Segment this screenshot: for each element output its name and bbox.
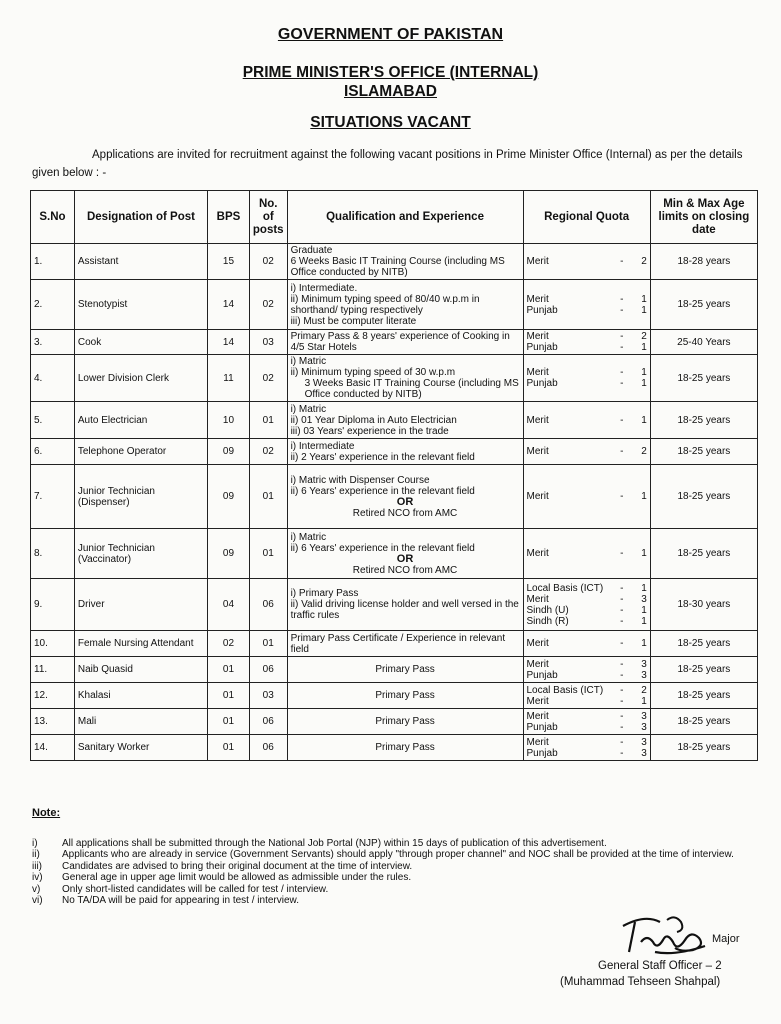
cell-age-limit: 18-25 years [650,355,757,402]
qualification-line: Primary Pass [375,664,435,675]
quota-entry [527,415,647,426]
qualification-line: Graduate [290,245,333,256]
quota-region: Merit [526,593,549,605]
qualification-line: Primary Pass Certificate / Experience in relevant field [290,632,506,655]
header-age: Min & Max Age limits on closing date [650,191,757,244]
note-text: All applications shall be submitted through the National Job Portal (NJP) within 15 days of publication of this advertisement. [62,837,607,849]
note-number: iii) [32,860,42,872]
cell-sno: 5. [31,402,75,439]
quota-count: 1 [641,582,647,594]
cell-designation: Khalasi [74,683,207,709]
cell-bps: 01 [208,709,250,735]
cell-regional-quota [523,355,650,402]
cell-posts: 03 [249,683,287,709]
quota-dash: - [620,304,624,316]
header-posts: No. of posts [249,191,287,244]
cell-qualification [287,735,523,761]
cell-qualification [287,330,523,355]
qualification-line: Retired NCO from AMC [352,507,458,519]
quota-count: 1 [641,695,647,707]
qualification-line: OR [396,552,414,565]
cell-bps: 04 [208,579,250,631]
cell-age-limit: 18-28 years [650,244,757,280]
cell-bps: 14 [208,280,250,330]
quota-entry [527,491,647,502]
quota-dash: - [620,446,624,457]
cell-qualification [287,657,523,683]
quota-dash: - [620,710,624,722]
cell-designation: Junior Technician (Dispenser) [74,465,207,529]
notes-title: Note: [32,807,61,819]
quota-dash: - [620,658,624,670]
table-row [31,709,758,735]
quota-dash: - [620,491,624,502]
quota-count: 3 [641,721,647,733]
cell-age-limit: 18-30 years [650,579,757,631]
quota-region: Merit [526,367,549,378]
qualification-line: i) Matric with Dispenser Course [290,474,430,486]
note-text: General age in upper age limit would be allowed as admissible under the rules. [62,872,412,883]
cell-regional-quota [523,735,650,761]
quota-entry [527,594,647,605]
cell-designation: Auto Electrician [74,402,207,439]
note-item [32,872,762,884]
table-row [31,330,758,355]
quota-count: 2 [641,684,647,696]
cell-regional-quota [523,709,650,735]
table-row [31,657,758,683]
qualification-line: i) Primary Pass [290,588,359,599]
vacancies-table [30,190,758,761]
qualification-line: ii) Minimum typing speed of 80/40 w.p.m in shorthand/ typing respectively [290,293,480,316]
cell-designation: Mali [74,709,207,735]
table-row [31,529,758,579]
qualification-line: Primary Pass [375,742,435,753]
qualification-line: Primary Pass & 8 years' experience of Cooking in 4/5 Star Hotels [290,331,510,353]
quota-region: Merit [526,293,549,305]
cell-qualification [287,683,523,709]
cell-sno: 11. [31,657,75,683]
cell-designation: Naib Quasid [74,657,207,683]
cell-designation: Cook [74,330,207,355]
quota-region: Merit [526,491,549,502]
title-government: GOVERNMENT OF PAKISTAN [277,26,504,43]
quota-region: Merit [526,256,549,267]
cell-age-limit: 18-25 years [650,439,757,465]
cell-sno: 7. [31,465,75,529]
quota-entry [527,305,647,316]
quota-count: 3 [641,747,647,759]
quota-region: Merit [526,331,549,342]
cell-posts: 02 [249,439,287,465]
cell-age-limit: 18-25 years [650,280,757,330]
cell-posts: 06 [249,735,287,761]
qualification-line: 6 Weeks Basic IT Training Course (including MS Office conducted by NITB) [290,256,505,278]
quota-count: 1 [641,304,647,316]
quota-count: 1 [641,638,647,649]
quota-dash: - [620,695,624,707]
note-item [32,849,762,861]
table-row [31,402,758,439]
table-row [31,355,758,402]
quota-entry [527,696,647,707]
quota-dash: - [620,548,624,559]
quota-entry [527,670,647,681]
qualification-line: OR [396,495,414,508]
note-number: ii) [32,849,40,860]
quota-entry [527,548,647,559]
note-text: Only short-listed candidates will be called for test / interview. [62,883,329,895]
cell-regional-quota [523,465,650,529]
quota-entry [527,367,647,378]
quota-dash: - [620,378,624,389]
qualification-line: 3 Weeks Basic IT Training Course (including MS Office conducted by NITB) [304,378,519,400]
note-item [32,838,762,850]
cell-regional-quota [523,439,650,465]
quota-entry [527,294,647,305]
cell-age-limit: 18-25 years [650,465,757,529]
note-text: Applicants who are already in service (Government Servants) should apply "through proper channel" and NOC shall be provided at the time of interview. [62,849,734,860]
title-city: ISLAMABAD [344,83,437,100]
quota-entry [527,722,647,733]
cell-sno: 9. [31,579,75,631]
cell-age-limit: 25-40 Years [650,330,757,355]
quota-dash: - [620,331,624,342]
cell-posts: 02 [249,355,287,402]
cell-sno: 12. [31,683,75,709]
quota-region: Merit [526,638,549,649]
qualification-line: ii) 01 Year Diploma in Auto Electrician [290,414,457,426]
cell-qualification [287,402,523,439]
quota-region: Punjab [526,378,558,389]
cell-sno: 10. [31,631,75,657]
quota-dash: - [620,638,624,649]
quota-region: Punjab [526,721,558,733]
header-quota: Regional Quota [523,191,650,244]
qualification-line: ii) Minimum typing speed of 30 w.p.m [290,367,456,378]
cell-age-limit: 18-25 years [650,402,757,439]
quota-count: 1 [641,491,647,502]
qualification-line: ii) 6 Years' experience in the relevant field [290,485,475,497]
cell-sno: 1. [31,244,75,280]
quota-region: Punjab [526,304,558,316]
quota-count: 1 [641,414,647,426]
quota-entry [527,256,647,267]
quota-count: 2 [641,331,647,342]
cell-qualification [287,439,523,465]
cell-sno: 6. [31,439,75,465]
quota-entry [527,711,647,722]
quota-dash: - [620,747,624,759]
quota-dash: - [620,604,624,616]
cell-posts: 02 [249,244,287,280]
quota-count: 1 [641,615,647,627]
table-row [31,735,758,761]
header-qualification: Qualification and Experience [287,191,523,244]
quota-dash: - [620,414,624,426]
table-row [31,439,758,465]
cell-bps: 09 [208,465,250,529]
cell-posts: 01 [249,631,287,657]
quota-count: 3 [641,593,647,605]
quota-count: 2 [641,446,647,457]
quota-count: 3 [641,710,647,722]
cell-age-limit: 18-25 years [650,683,757,709]
cell-posts: 02 [249,280,287,330]
cell-designation: Junior Technician (Vaccinator) [74,529,207,579]
quota-entry [527,446,647,457]
quota-count: 1 [641,378,647,389]
cell-posts: 03 [249,330,287,355]
cell-bps: 01 [208,657,250,683]
quota-entry [527,638,647,649]
cell-qualification [287,280,523,330]
cell-regional-quota [523,330,650,355]
cell-bps: 01 [208,683,250,709]
cell-bps: 10 [208,402,250,439]
quota-entry [527,583,647,594]
cell-designation: Sanitary Worker [74,735,207,761]
quota-entry [527,685,647,696]
cell-designation: Driver [74,579,207,631]
quota-region: Merit [526,658,549,670]
title-situations-vacant: SITUATIONS VACANT [310,114,471,131]
cell-regional-quota [523,402,650,439]
cell-bps: 09 [208,439,250,465]
header-designation: Designation of Post [74,191,207,244]
quota-region: Sindh (U) [526,604,569,616]
header-sno: S.No [31,191,75,244]
qualification-line: i) Matric [290,356,327,367]
cell-posts: 01 [249,402,287,439]
cell-sno: 3. [31,330,75,355]
cell-regional-quota [523,280,650,330]
quota-region: Merit [526,695,549,707]
qualification-line: i) Intermediate [290,440,355,452]
quota-region: Merit [526,414,549,426]
signatory-rank: Major [712,933,740,945]
header-bps: BPS [208,191,250,244]
cell-age-limit: 18-25 years [650,735,757,761]
note-number: v) [32,883,41,895]
quota-dash: - [620,615,624,627]
quota-entry [527,616,647,627]
quota-dash: - [620,256,624,267]
title-office: PRIME MINISTER'S OFFICE (INTERNAL) [242,64,539,81]
quota-entry [527,331,647,342]
quota-entry [527,342,647,353]
qualification-line: iii) Must be computer literate [290,315,417,327]
cell-bps: 09 [208,529,250,579]
cell-bps: 02 [208,631,250,657]
quota-dash: - [620,684,624,696]
qualification-line: iii) 03 Years' experience in the trade [290,425,449,437]
quota-entry [527,378,647,389]
cell-bps: 11 [208,355,250,402]
quota-dash: - [620,582,624,594]
quota-dash: - [620,736,624,748]
quota-entry [527,748,647,759]
quota-region: Merit [526,548,549,559]
cell-age-limit: 18-25 years [650,631,757,657]
cell-regional-quota [523,579,650,631]
table-row [31,683,758,709]
note-text: No TA/DA will be paid for appearing in test / interview. [62,895,299,906]
quota-count: 1 [641,367,647,378]
cell-designation: Stenotypist [74,280,207,330]
note-text: Candidates are advised to bring their original document at the time of interview. [62,860,413,872]
quota-count: 1 [641,604,647,616]
quota-dash: - [620,367,624,378]
cell-designation: Telephone Operator [74,439,207,465]
notes-list [32,838,762,907]
table-row [31,579,758,631]
intro-paragraph: Applications are invited for recruitment against the following vacant positions in Prime Minister Office (Internal) as per the details given below : - [32,149,743,179]
cell-qualification [287,631,523,657]
notes-section [32,808,762,907]
quota-region: Local Basis (ICT) [526,582,604,594]
cell-posts: 06 [249,579,287,631]
quota-region: Punjab [526,669,558,681]
quota-dash: - [620,293,624,305]
quota-entry [527,737,647,748]
quota-dash: - [620,593,624,605]
cell-bps: 14 [208,330,250,355]
table-row [31,244,758,280]
cell-age-limit: 18-25 years [650,529,757,579]
note-number: vi) [32,895,43,906]
cell-sno: 2. [31,280,75,330]
quota-count: 3 [641,669,647,681]
cell-sno: 14. [31,735,75,761]
cell-regional-quota [523,529,650,579]
qualification-line: ii) Valid driving license holder and well versed in the traffic rules [290,599,519,621]
signature-mark [615,912,715,957]
quota-entry [527,605,647,616]
cell-regional-quota [523,244,650,280]
qualification-line: Primary Pass [375,690,435,701]
quota-region: Merit [526,710,549,722]
cell-qualification [287,244,523,280]
table-header-row [31,191,758,244]
quota-count: 1 [641,342,647,353]
quota-region: Merit [526,446,549,457]
cell-posts: 01 [249,465,287,529]
note-number: i) [32,837,38,849]
quota-count: 1 [641,548,647,559]
quota-entry [527,659,647,670]
cell-qualification [287,465,523,529]
cell-posts: 01 [249,529,287,579]
table-row [31,631,758,657]
cell-bps: 01 [208,735,250,761]
quota-region: Punjab [526,342,558,353]
cell-posts: 06 [249,709,287,735]
table-row [31,465,758,529]
quota-dash: - [620,721,624,733]
quota-region: Local Basis (ICT) [526,684,604,696]
qualification-line: i) Matric [290,531,327,543]
quota-dash: - [620,669,624,681]
signatory-name: (Muhammad Tehseen Shahpal) [560,976,721,988]
note-item [32,861,762,873]
quota-count: 1 [641,293,647,305]
table-row [31,280,758,330]
cell-sno: 4. [31,355,75,402]
cell-regional-quota [523,657,650,683]
cell-designation: Female Nursing Attendant [74,631,207,657]
cell-age-limit: 18-25 years [650,709,757,735]
quota-dash: - [620,342,624,353]
cell-qualification [287,529,523,579]
qualification-line: Primary Pass [375,716,435,727]
note-number: iv) [32,872,43,883]
quota-count: 3 [641,736,647,748]
cell-sno: 8. [31,529,75,579]
cell-bps: 15 [208,244,250,280]
qualification-line: ii) 6 Years' experience in the relevant field [290,542,475,554]
quota-count: 3 [641,658,647,670]
quota-region: Sindh (R) [526,615,569,627]
cell-posts: 06 [249,657,287,683]
cell-regional-quota [523,631,650,657]
cell-designation: Lower Division Clerk [74,355,207,402]
qualification-line: Retired NCO from AMC [352,564,458,576]
signatory-title: General Staff Officer – 2 [598,960,722,972]
cell-designation: Assistant [74,244,207,280]
cell-qualification [287,579,523,631]
quota-region: Merit [526,736,549,748]
cell-age-limit: 18-25 years [650,657,757,683]
cell-qualification [287,355,523,402]
qualification-line: ii) 2 Years' experience in the relevant field [290,451,475,463]
qualification-line: i) Matric [290,403,327,415]
qualification-line: i) Intermediate. [290,282,358,294]
cell-sno: 13. [31,709,75,735]
quota-region: Punjab [526,747,558,759]
cell-qualification [287,709,523,735]
note-item [32,895,762,907]
quota-count: 2 [641,256,647,267]
cell-regional-quota [523,683,650,709]
note-item [32,884,762,896]
